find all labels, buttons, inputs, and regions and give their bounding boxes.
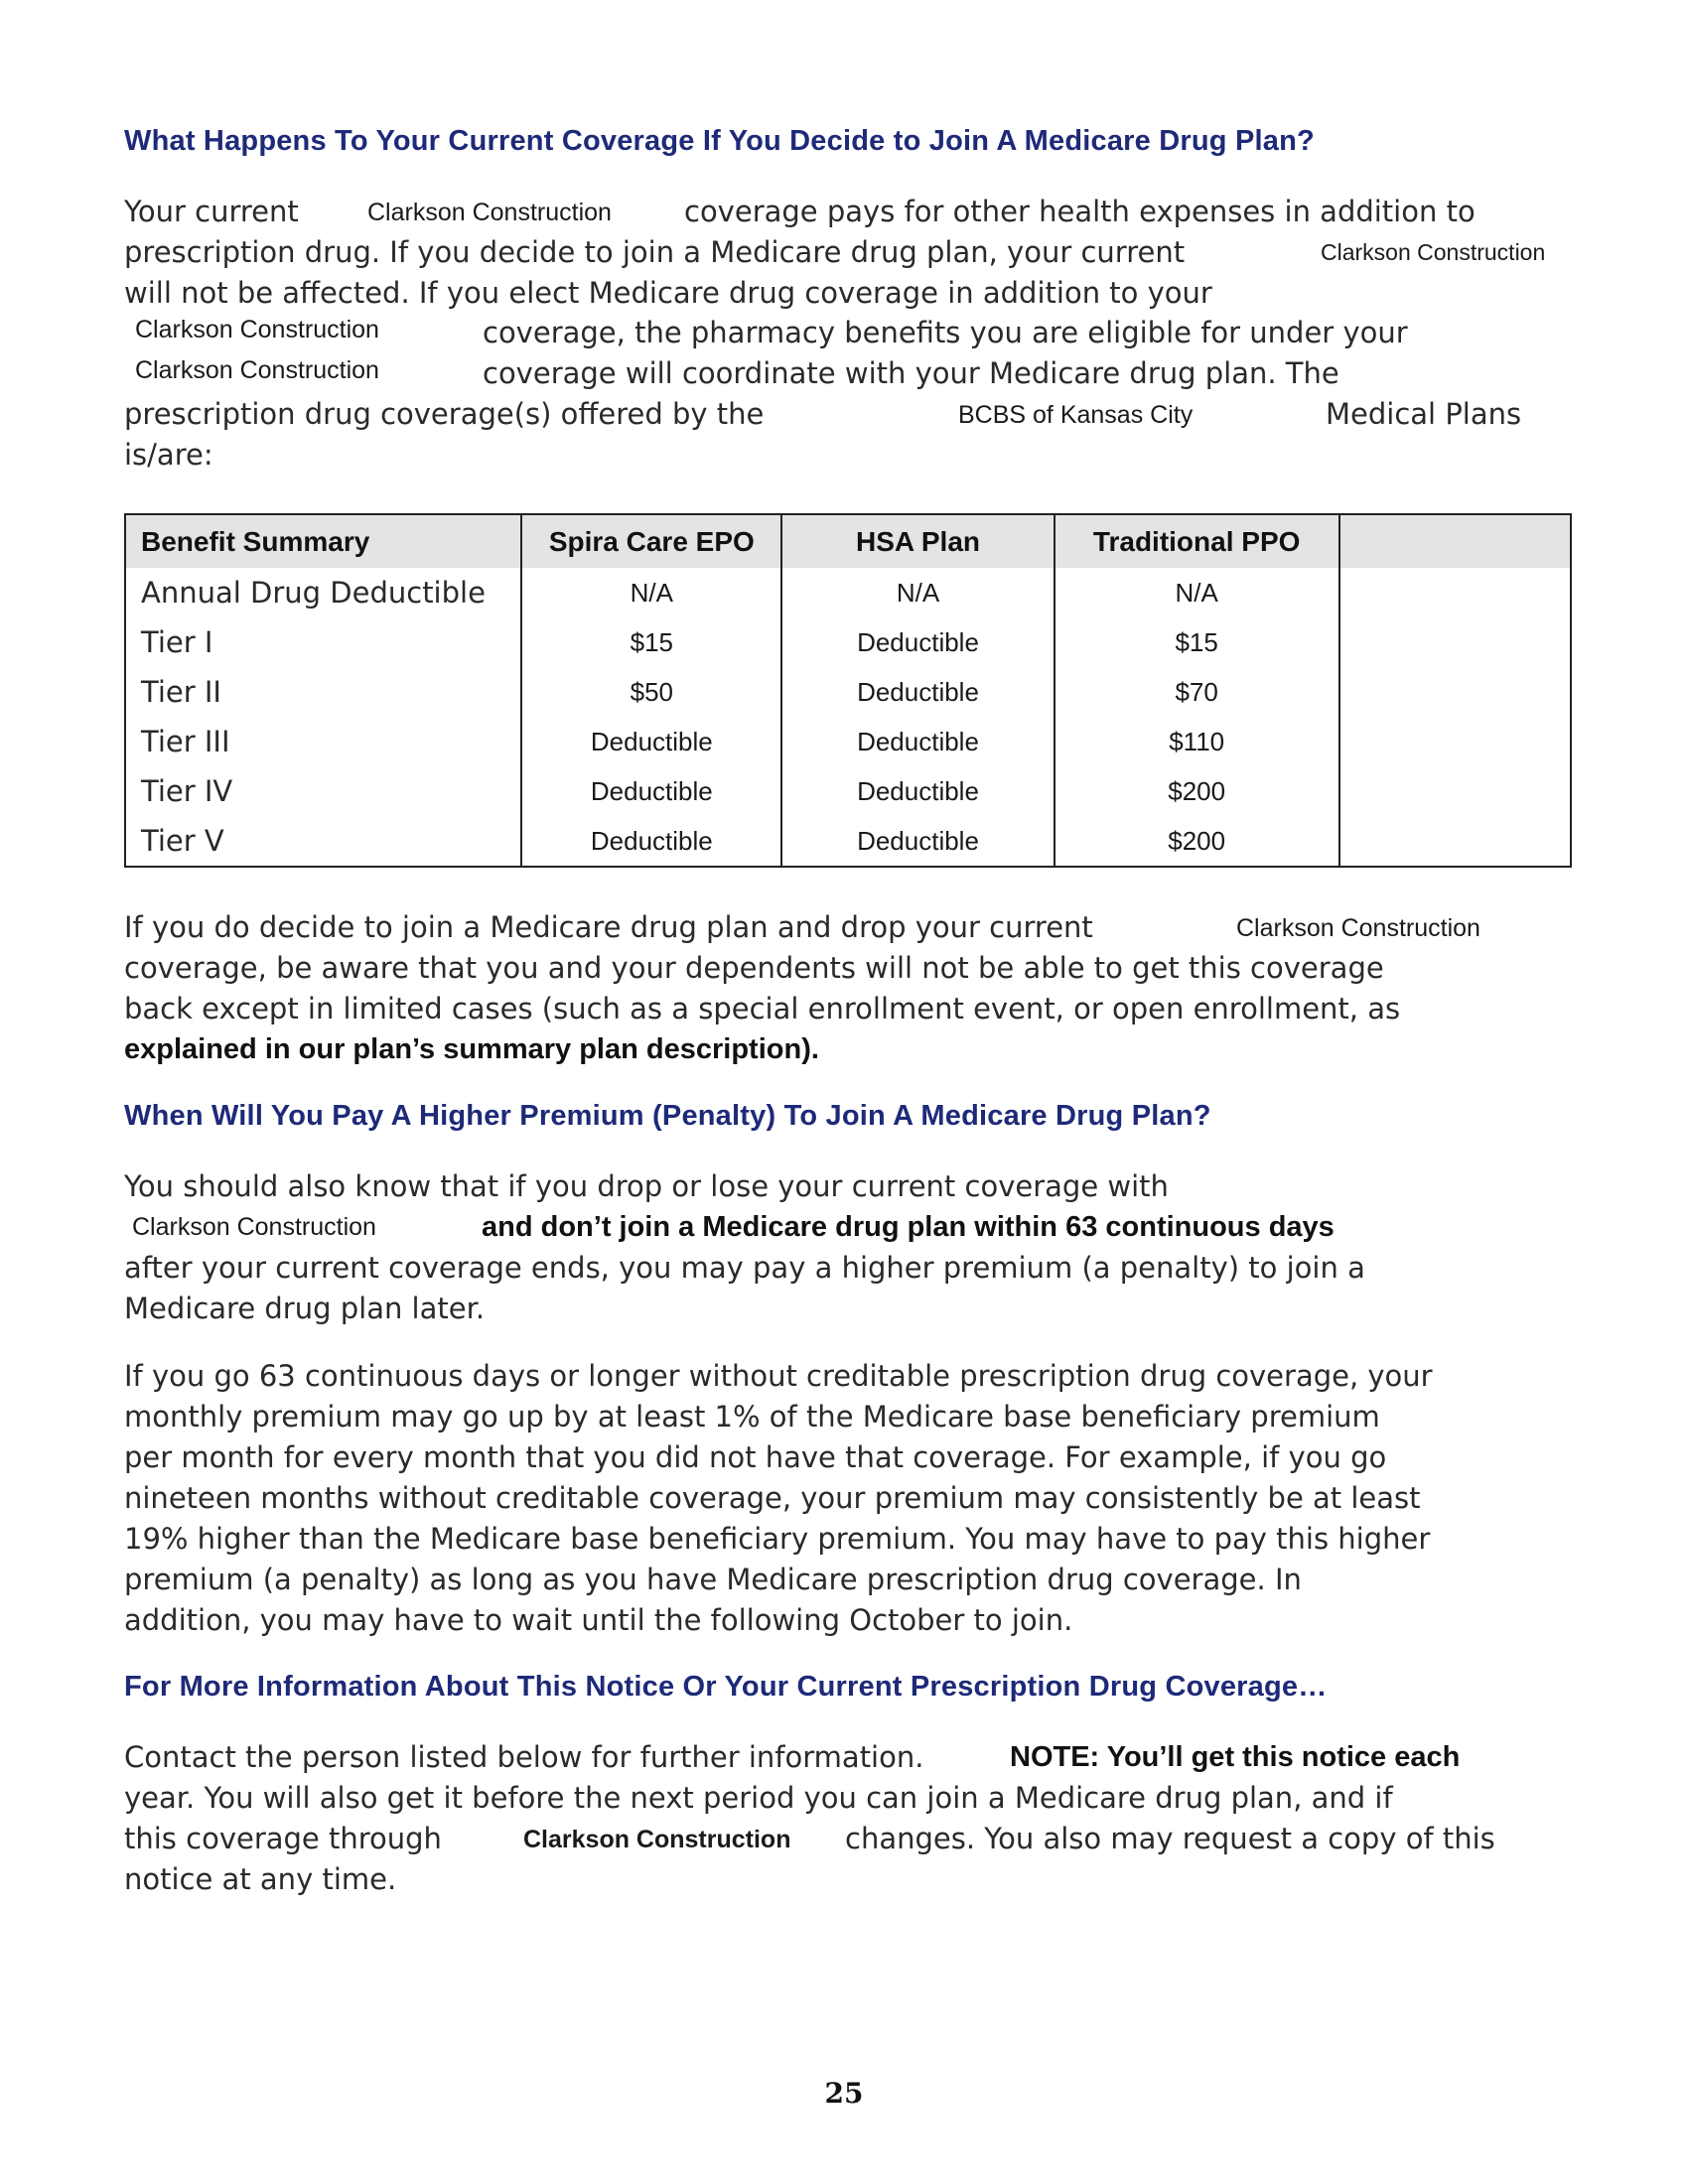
- section-heading-more-info: For More Information About This Notice Or Your Current Prescription Drug Coverage…: [124, 1671, 1328, 1703]
- body-line: per month for every month that you did not have that coverage. For example, if you go: [124, 1440, 1387, 1474]
- body-line: Medicare drug plan later.: [124, 1292, 486, 1325]
- body-line-emphasis: explained in our plan’s summary plan description).: [124, 1033, 819, 1065]
- body-line: year. You will also get it before the next period you can join a Medicare drug plan, and if: [124, 1781, 1393, 1815]
- table-cell: $70: [1055, 667, 1339, 717]
- table-cell: Deductible: [781, 816, 1055, 867]
- body-line: prescription drug coverage(s) offered by the: [124, 397, 765, 431]
- body-line: after your current coverage ends, you may pay a higher premium (a penalty) to join a: [124, 1251, 1365, 1285]
- table-cell: Annual Drug Deductible: [125, 568, 521, 617]
- body-line: If you go 63 continuous days or longer without creditable prescription drug coverage, your: [124, 1359, 1433, 1393]
- table-cell: Tier II: [125, 667, 521, 717]
- column-header: HSA Plan: [781, 514, 1055, 568]
- table-cell: Tier I: [125, 617, 521, 667]
- table-row: [125, 667, 1571, 717]
- table-cell: [1339, 568, 1572, 617]
- body-line: Medical Plans: [1326, 397, 1522, 431]
- body-line: [684, 192, 1476, 232]
- body-line: Contact the person listed below for further information.: [124, 1740, 924, 1774]
- table-cell: [1339, 766, 1572, 816]
- table-row: [125, 568, 1571, 617]
- table-cell: [1339, 717, 1572, 766]
- table-cell: N/A: [521, 568, 781, 617]
- table-cell: Deductible: [781, 667, 1055, 717]
- body-line: nineteen months without creditable coverage, your premium may consistently be at least: [124, 1481, 1421, 1515]
- table-cell: $200: [1055, 766, 1339, 816]
- table-cell: Deductible: [781, 617, 1055, 667]
- body-line: is/are:: [124, 438, 213, 472]
- table-cell: N/A: [1055, 568, 1339, 617]
- column-header: [1339, 514, 1572, 568]
- employer-name-field: Clarkson Construction: [132, 1213, 376, 1241]
- employer-name-field: Clarkson Construction: [367, 199, 612, 226]
- body-line: coverage will coordinate with your Medicare drug plan. The: [483, 356, 1339, 390]
- table-cell: [1339, 617, 1572, 667]
- column-header: Benefit Summary: [125, 514, 521, 568]
- table-cell: $15: [521, 617, 781, 667]
- column-header: Spira Care EPO: [521, 514, 781, 568]
- column-header: Traditional PPO: [1055, 514, 1339, 568]
- carrier-name-field: BCBS of Kansas City: [958, 401, 1194, 429]
- body-line: changes. You also may request a copy of this: [845, 1822, 1495, 1855]
- section-heading-penalty: When Will You Pay A Higher Premium (Penalty) To Join A Medicare Drug Plan?: [124, 1100, 1211, 1132]
- table-cell: $50: [521, 667, 781, 717]
- table-cell: $110: [1055, 717, 1339, 766]
- body-line: coverage, the pharmacy benefits you are eligible for under your: [483, 316, 1408, 349]
- body-line: addition, you may have to wait until the following October to join.: [124, 1603, 1073, 1637]
- body-line: back except in limited cases (such as a special enrollment event, or open enrollment, as: [124, 992, 1401, 1025]
- table-header-row: [125, 514, 1571, 568]
- employer-name-field: Clarkson Construction: [135, 356, 379, 384]
- table-cell: [1339, 667, 1572, 717]
- table-cell: $200: [1055, 816, 1339, 867]
- table-cell: Deductible: [781, 766, 1055, 816]
- table-row: [125, 816, 1571, 867]
- body-line: this coverage through: [124, 1822, 442, 1855]
- body-line: monthly premium may go up by at least 1% of the Medicare base beneficiary premium: [124, 1400, 1380, 1433]
- body-line: [124, 192, 299, 232]
- body-line: premium (a penalty) as long as you have Medicare prescription drug coverage. In: [124, 1563, 1302, 1596]
- table-cell: Deductible: [521, 717, 781, 766]
- body-line: If you do decide to join a Medicare drug plan and drop your current: [124, 910, 1093, 944]
- table-cell: $15: [1055, 617, 1339, 667]
- section-heading-current-coverage: What Happens To Your Current Coverage If You Decide to Join A Medicare Drug Plan?: [124, 125, 1315, 157]
- table-row: [125, 766, 1571, 816]
- table-cell: Deductible: [521, 816, 781, 867]
- body-line: 19% higher than the Medicare base beneficiary premium. You may have to pay this higher: [124, 1522, 1431, 1556]
- body-line: notice at any time.: [124, 1862, 397, 1896]
- table-cell: N/A: [781, 568, 1055, 617]
- table-cell: Tier V: [125, 816, 521, 867]
- employer-name-field: Clarkson Construction: [135, 316, 379, 343]
- table-cell: Deductible: [781, 717, 1055, 766]
- employer-name-field: Clarkson Construction: [1236, 914, 1480, 942]
- body-text: Your current: [124, 195, 299, 228]
- table-cell: [1339, 816, 1572, 867]
- body-line: You should also know that if you drop or lose your current coverage with: [124, 1169, 1169, 1203]
- employer-name-field: Clarkson Construction: [1321, 239, 1546, 265]
- body-line: coverage, be aware that you and your dependents will not be able to get this coverage: [124, 951, 1384, 985]
- table-cell: Tier IV: [125, 766, 521, 816]
- table-row: [125, 717, 1571, 766]
- table-cell: Tier III: [125, 717, 521, 766]
- employer-name-field: Clarkson Construction: [523, 1826, 791, 1853]
- body-line: prescription drug. If you decide to join a Medicare drug plan, your current: [124, 235, 1186, 269]
- table-cell: Deductible: [521, 766, 781, 816]
- page-number: 25: [824, 2077, 864, 2110]
- body-line-emphasis: NOTE: You’ll get this notice each: [1010, 1741, 1461, 1773]
- body-line-emphasis: and don’t join a Medicare drug plan within 63 continuous days: [482, 1211, 1335, 1243]
- body-line: will not be affected. If you elect Medicare drug coverage in addition to your: [124, 276, 1212, 310]
- drug-benefit-table: [124, 513, 1572, 868]
- table-row: [125, 617, 1571, 667]
- body-text: coverage pays for other health expenses in addition to: [684, 195, 1476, 228]
